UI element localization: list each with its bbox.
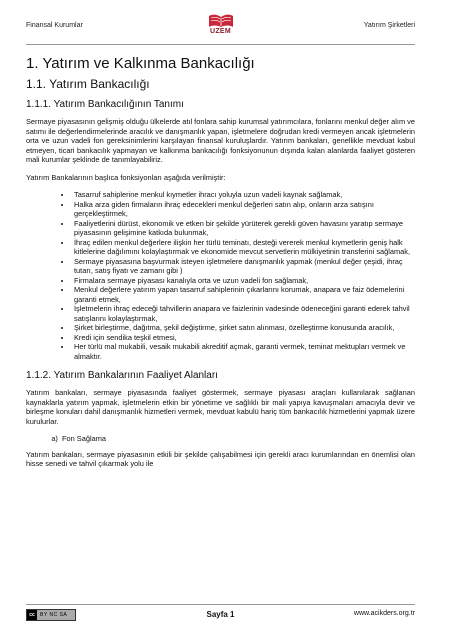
section-heading: 1.1. Yatırım Bankacılığı — [26, 77, 150, 91]
page-header — [26, 14, 415, 44]
alpha-list-item: a. Fon Sağlama — [62, 434, 415, 444]
header-course-title: Finansal Kurumlar — [26, 22, 83, 29]
open-book-icon — [208, 14, 234, 28]
list-item: • Halka arza giden firmaların ihraç edecekleri menkul değerleri satın alıp, onların arza satışını gerçekleştirmek, — [72, 200, 415, 219]
chapter-heading: 1. Yatırım ve Kalkınma Bankacılığı — [26, 55, 255, 72]
paragraph-definition: Sermaye piyasasının gelişmiş olduğu ülkelerde atıl fonlara sahip kurumsal yatırımcılara, fonlarını menkul değer alım ve satımı ile değerlendirmelerinde aracılık ve danışmanlık yapan, işletmelere doğrudan kredi vermeyen ancak işletmelerin orta ve uzun vadeli fon gereksinimlerini karşılayan finansal kuruluşlardır. Yatırım bankaları, genellikle mevduat kabul etmeyen, ticari bankacılık yapmayan ve kalkınma bankacılığı fonksiyonunun dışında kalan alanlarda faaliyet gösteren mali kurumlar şeklinde de tanımlayabiliriz. — [26, 117, 415, 164]
header-section-title: Yatırım Şirketleri — [363, 22, 415, 29]
list-item: • Şirket birleştirme, dağıtma, şekil değiştirme, şirket satın alınması, özelleştirme konusunda aracılık, — [72, 323, 415, 333]
header-divider — [26, 44, 415, 45]
license-terms: BY NC SA — [40, 612, 68, 618]
list-item: • Faaliyetlerini dürüst, ekonomik ve etken bir şekilde yürüterek gerekli güven havasını yaratıp sermaye piyasasının gelişimine katkıda bulunmak, — [72, 219, 415, 238]
paragraph-functions-intro: Yatırım Bankalarının başlıca fonksiyonları aşağıda verilmiştir: — [26, 172, 226, 182]
list-item: • Kredi için sendika teşkil etmesi, — [72, 333, 415, 343]
list-item: • Menkul değerlere yatırım yapan tasarruf sahiplerinin çıkarlarını korumak, anapara ve faiz ödemelerini garanti etmek, — [72, 285, 415, 304]
page-number: Sayfa 1 — [206, 610, 235, 619]
list-item: • Her türlü mal mukabili, vesaik mukabili akreditif açmak, garanti vermek, teminat mektupları vermek ve almaktır. — [72, 342, 415, 361]
list-item: • Firmalara sermaye piyasası kanalıyla orta ve uzun vadeli fon sağlamak, — [72, 276, 415, 286]
logo-wordmark: UZEM — [209, 28, 232, 35]
list-item: • Tasarruf sahiplerine menkul kıymetler ihracı yoluyla uzun vadeli kaynak sağlamak, — [72, 190, 415, 200]
list-item: • İşletmelerin ihraç edeceği tahvillerin anapara ve faizlerinin vadesinde ödeneceğini garanti ederek tahvil satışlarını kolaylaştırmak, — [72, 304, 415, 323]
alpha-list — [26, 434, 415, 444]
document-body — [26, 50, 415, 477]
cc-icon: cc — [27, 610, 37, 620]
subsection-heading-definition: 1.1.1. Yatırım Bankacılığının Tanımı — [26, 99, 184, 110]
list-item: • İhraç edilen menkul değerlere ilişkin her türlü teminatı, desteği vererek menkul kıymetlerin geniş halk kitlelerine dağılımını kolaylaştırmak ve ekonomide mevcut servetlerin mülkiyetinin transferini sağlamak, — [72, 238, 415, 257]
functions-list — [26, 190, 415, 361]
site-link[interactable]: www.acikders.org.tr — [353, 610, 415, 617]
page-footer — [26, 609, 415, 623]
paragraph-funding: Yatırım bankaları, sermaye piyasasının etkili bir şekilde çalışabilmesi için gerekli aracı kurumlarından en önemlisi olan hisse senedi ve tahvil çıkarmak yolu ile — [26, 449, 415, 468]
footer-divider — [26, 604, 415, 605]
subsection-heading-activities: 1.1.2. Yatırım Bankalarının Faaliyet Alanları — [26, 370, 218, 381]
uzem-logo — [199, 14, 243, 36]
list-item: • Sermaye piyasasına başvurmak isteyen işletmelere danışmanlık yapmak (menkul değer çeşidi, ihraç tutarı, satış fiyatı ve zamanı gibi ) — [72, 257, 415, 276]
paragraph-activities: Yatırım bankaları, sermaye piyasasında faaliyet göstermek, sermaye piyasası araçları kullanılarak sağlanan kaynaklarla yatırım yapmak, işletmelerin etkin bir yönetime ve sağlıklı bir mali yapıya kavuşmaları amacıyla devir ve birleşme konuları dahil danışmanlık hizmetleri vermek, mevduat kabulü hariç tüm bankacılık hizmetlerini yapmak üzere kurulurlar. — [26, 388, 415, 426]
creative-commons-badge[interactable] — [26, 609, 76, 621]
